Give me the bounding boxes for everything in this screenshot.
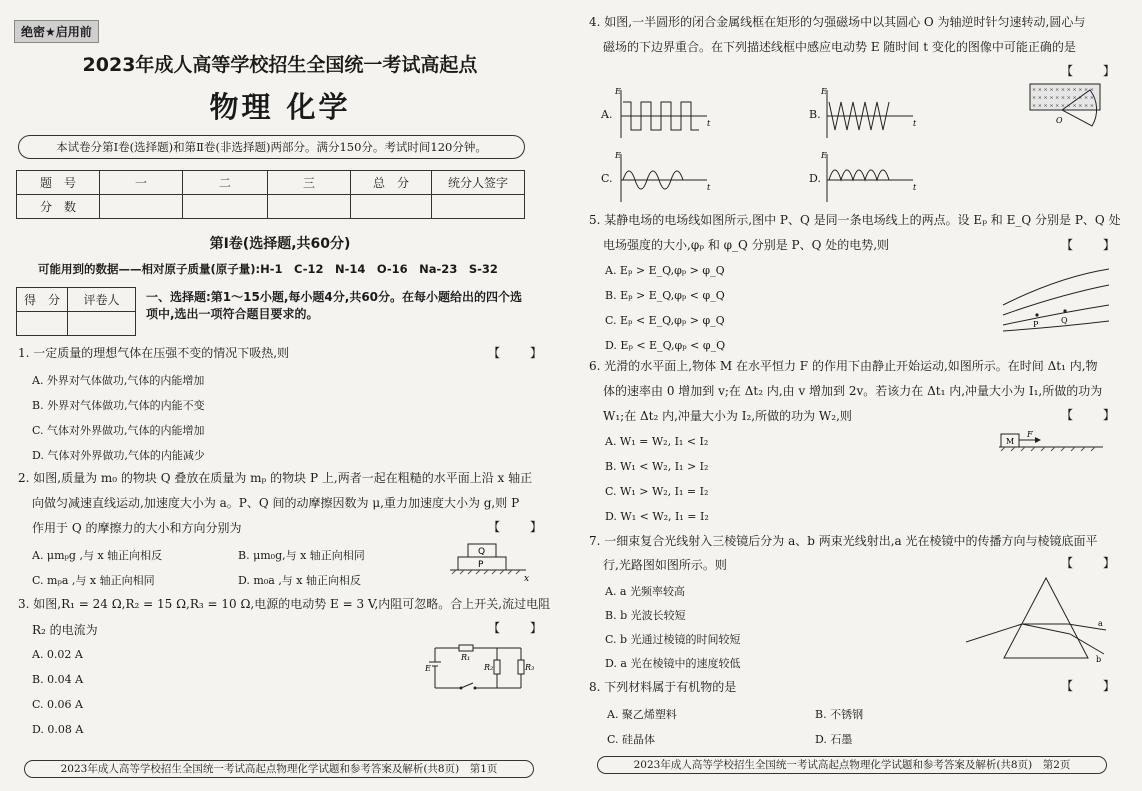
q3-label-r3: R₃ bbox=[525, 663, 535, 672]
q2-option: C. mₚa ,与 x 轴正向相同 bbox=[32, 574, 155, 587]
q4-label-o: O bbox=[1056, 116, 1063, 125]
q5-bracket: 【 】 bbox=[1061, 238, 1118, 252]
q6-label-m: M bbox=[1006, 437, 1015, 446]
svg-text:× × × × × × × × × × ×: × × × × × × × × × × × bbox=[1032, 95, 1094, 101]
q4a-axis-t: t bbox=[707, 119, 711, 128]
q6-option: D. W₁ < W₂, I₁ = I₂ bbox=[605, 510, 709, 523]
q8-option: D. 石墨 bbox=[815, 733, 853, 746]
q5-label-q: Q bbox=[1061, 316, 1068, 325]
q4-graph-b bbox=[821, 86, 921, 140]
q7-option: A. a 光频率较高 bbox=[605, 585, 685, 598]
q6-option: A. W₁ = W₂, I₁ < I₂ bbox=[605, 435, 709, 448]
grade-table bbox=[16, 287, 136, 336]
q4b-axis-t: t bbox=[913, 119, 917, 128]
q5-field-lines-figure bbox=[999, 265, 1114, 337]
q2-block-figure bbox=[448, 540, 533, 585]
q3-option: C. 0.06 A bbox=[32, 698, 83, 711]
exam-page-2 bbox=[571, 0, 1142, 791]
q4-graph-d bbox=[821, 150, 921, 204]
score-cell bbox=[183, 195, 268, 219]
q6-option: C. W₁ > W₂, I₁ = I₂ bbox=[605, 485, 709, 498]
score-header: 一 bbox=[100, 171, 183, 195]
q5-option: D. Eₚ < E_Q,φₚ < φ_Q bbox=[605, 339, 726, 352]
q4-graph-c bbox=[615, 150, 715, 204]
q2-option: D. m₀a ,与 x 轴正向相反 bbox=[238, 574, 362, 587]
q3-option: A. 0.02 A bbox=[32, 648, 83, 661]
q4d-axis-t: t bbox=[913, 183, 917, 192]
q5-option: C. Eₚ < E_Q,φₚ > φ_Q bbox=[605, 314, 725, 327]
q5-stem-line: 电场强度的大小,φₚ 和 φ_Q 分别是 P、Q 处的电势,则 bbox=[603, 238, 890, 252]
exam-title: 2023年成人高等学校招生全国统一考试高起点 bbox=[82, 54, 478, 76]
score-cell bbox=[100, 195, 183, 219]
q8-option: A. 聚乙烯塑料 bbox=[607, 708, 677, 721]
score-table bbox=[16, 170, 525, 219]
score-cell bbox=[351, 195, 432, 219]
q4-stem-line: 4. 如图,一半圆形的闭合金属线框在矩形的匀强磁场中以其圆心 O 为轴逆时针匀速转动,圆心与 bbox=[589, 15, 1086, 29]
q7-stem-line: 行,光路图如图所示。则 bbox=[603, 558, 727, 572]
page-footer: 2023年成人高等学校招生全国统一考试高起点物理化学试题和参考答案及解析(共8页) 第2页 bbox=[597, 756, 1107, 774]
exam-page-1 bbox=[0, 0, 560, 791]
q4d-axis-e: E bbox=[821, 151, 827, 160]
grader-header: 评卷人 bbox=[68, 288, 136, 312]
q3-circuit-figure bbox=[425, 640, 535, 695]
q3-stem-line: 3. 如图,R₁ = 24 Ω,R₂ = 15 Ω,R₃ = 10 Ω,电源的电动势 E = 3 V,内阻可忽略。合上开关,流过电阻 bbox=[18, 597, 551, 611]
q1-option: D. 气体对外界做功,气体的内能减少 bbox=[32, 449, 205, 462]
q2-stem-line: 向做匀减速直线运动,加速度大小为 a。P、Q 间的动摩擦因数为 μ,重力加速度大小为 g,则 P bbox=[32, 496, 520, 510]
section-instruction: 一、选择题:第1～15小题,每小题4分,共60分。在每小题给出的四个选项中,选出一项符合题目要求的。 bbox=[146, 290, 523, 321]
score-header: 统分人签字 bbox=[432, 171, 525, 195]
q7-stem-line: 7. 一细束复合光线射入三棱镜后分为 a、b 两束光线射出,a 光在棱镜中的传播方向与棱镜底面平 bbox=[589, 534, 1098, 548]
q3-label-r2: R₂ bbox=[484, 663, 494, 672]
q4c-axis-t: t bbox=[707, 183, 711, 192]
q7-option: C. b 光通过棱镜的时间较短 bbox=[605, 633, 741, 646]
q8-option: B. 不锈钢 bbox=[815, 708, 864, 721]
q4c-axis-e: E bbox=[615, 151, 621, 160]
q4-option-letter: D. bbox=[809, 172, 821, 185]
q1-bracket: 【 】 bbox=[488, 346, 545, 360]
grade-cell bbox=[17, 312, 68, 336]
q1-option: C. 气体对外界做功,气体的内能增加 bbox=[32, 424, 205, 437]
q2-label-p: P bbox=[478, 560, 484, 570]
q1-option: A. 外界对气体做功,气体的内能增加 bbox=[32, 374, 205, 387]
score-cell bbox=[432, 195, 525, 219]
q1-option: B. 外界对气体做功,气体的内能不变 bbox=[32, 399, 205, 412]
q4-option-letter: A. bbox=[601, 108, 613, 121]
q6-label-f: F bbox=[1027, 430, 1033, 439]
q2-bracket: 【 】 bbox=[488, 520, 545, 534]
q7-label-b: b bbox=[1096, 655, 1102, 664]
q3-label-e: E bbox=[425, 664, 431, 673]
q6-option: B. W₁ < W₂, I₁ > I₂ bbox=[605, 460, 709, 473]
q3-stem-line: R₂ 的电流为 bbox=[32, 623, 98, 637]
q1-stem: 1. 一定质量的理想气体在压强不变的情况下吸热,则 bbox=[18, 346, 290, 360]
q2-option: B. μm₀g,与 x 轴正向相同 bbox=[238, 549, 365, 562]
grade-header: 得 分 bbox=[17, 288, 68, 312]
score-cell bbox=[268, 195, 351, 219]
score-row-label: 分 数 bbox=[17, 195, 100, 219]
q2-stem-line: 2. 如图,质量为 m₀ 的物块 Q 叠放在质量为 mₚ 的物块 P 上,两者一起在粗糙的水平面上沿 x 轴正 bbox=[18, 471, 533, 485]
q6-stem-line: 6. 光滑的水平面上,物体 M 在水平恒力 F 的作用下由静止开始运动,如图所示。在时间 Δt₁ 内,物 bbox=[589, 359, 1098, 373]
q4-graph-a bbox=[615, 86, 715, 140]
q4-stem-line: 磁场的下边界重合。在下列描述线框中感应电动势 E 随时间 t 变化的图像中可能正确的是 bbox=[603, 40, 1076, 54]
q4-option-letter: B. bbox=[809, 108, 821, 121]
q4-magnetic-field-figure bbox=[1026, 80, 1116, 138]
q2-option: A. μmₚg ,与 x 轴正向相反 bbox=[32, 549, 163, 562]
atomic-mass-line: 可能用到的数据——相对原子质量(原子量):H-1 C-12 N-14 O-16 Na-23 S-32 bbox=[38, 262, 498, 276]
svg-text:× × × × × × × × × × ×: × × × × × × × × × × × bbox=[1032, 103, 1094, 109]
confidential-tag: 绝密★启用前 bbox=[14, 20, 99, 43]
q3-option: B. 0.04 A bbox=[32, 673, 84, 686]
q7-prism-figure bbox=[966, 574, 1116, 666]
q5-option: B. Eₚ > E_Q,φₚ < φ_Q bbox=[605, 289, 725, 302]
q2-label-q: Q bbox=[478, 547, 486, 557]
score-header: 二 bbox=[183, 171, 268, 195]
q3-bracket: 【 】 bbox=[488, 621, 545, 635]
part1-title: 第Ⅰ卷(选择题,共60分) bbox=[209, 236, 351, 252]
score-header: 三 bbox=[268, 171, 351, 195]
exam-note: 本试卷分第Ⅰ卷(选择题)和第Ⅱ卷(非选择题)两部分。满分150分。考试时间120分钟。 bbox=[18, 135, 525, 159]
q4a-axis-e: E bbox=[615, 87, 621, 96]
q8-bracket: 【 】 bbox=[1061, 679, 1118, 693]
q6-bracket: 【 】 bbox=[1061, 408, 1118, 422]
exam-subject: 物理 化学 bbox=[209, 90, 351, 124]
q7-label-a: a bbox=[1098, 619, 1103, 628]
q6-stem-line: 体的速率由 0 增加到 v;在 Δt₂ 内,由 v 增加到 2v。若该力在 Δt₁ 内,冲量大小为 I₁,所做的功为 bbox=[603, 384, 1103, 398]
q4-option-letter: C. bbox=[601, 172, 613, 185]
svg-text:× × × × × × × × × × ×: × × × × × × × × × × × bbox=[1032, 87, 1094, 93]
q3-option: D. 0.08 A bbox=[32, 723, 84, 736]
q8-stem: 8. 下列材料属于有机物的是 bbox=[589, 680, 737, 694]
q4b-axis-e: E bbox=[821, 87, 827, 96]
q7-option: D. a 光在棱镜中的速度较低 bbox=[605, 657, 741, 670]
q7-option: B. b 光波长较短 bbox=[605, 609, 686, 622]
q2-label-x: x bbox=[524, 574, 530, 584]
q7-bracket: 【 】 bbox=[1061, 556, 1118, 570]
score-header: 总 分 bbox=[351, 171, 432, 195]
q5-stem-line: 5. 某静电场的电场线如图所示,图中 P、Q 是同一条电场线上的两点。设 Eₚ 和 E_Q 分别是 P、Q 处 bbox=[589, 213, 1121, 227]
grader-cell bbox=[68, 312, 136, 336]
q6-block-figure bbox=[997, 428, 1107, 456]
q5-label-p: P bbox=[1033, 320, 1039, 329]
q2-stem-line: 作用于 Q 的摩擦力的大小和方向分别为 bbox=[32, 521, 242, 535]
q8-option: C. 硅晶体 bbox=[607, 733, 656, 746]
q5-option: A. Eₚ > E_Q,φₚ > φ_Q bbox=[605, 264, 725, 277]
q3-label-r1: R₁ bbox=[461, 653, 471, 662]
page-footer: 2023年成人高等学校招生全国统一考试高起点物理化学试题和参考答案及解析(共8页) 第1页 bbox=[24, 760, 534, 778]
score-header: 题 号 bbox=[17, 171, 100, 195]
q4-bracket: 【 】 bbox=[1061, 64, 1118, 78]
q6-stem-line: W₁;在 Δt₂ 内,冲量大小为 I₂,所做的功为 W₂,则 bbox=[603, 409, 852, 423]
